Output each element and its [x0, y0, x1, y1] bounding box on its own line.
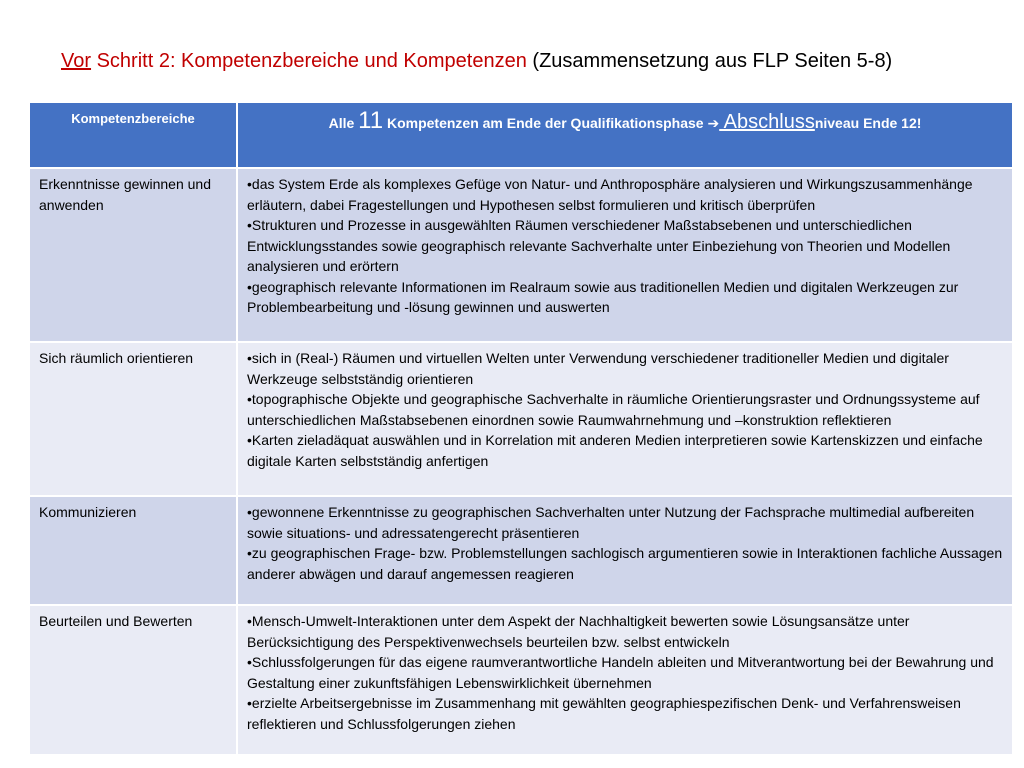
competence-list-cell: [237, 605, 1013, 755]
title-prefix-rest: Schritt 2: Kompetenzbereiche und Kompetenzen: [91, 50, 527, 72]
header-text-part3: niveau Ende 12!: [814, 115, 922, 131]
competence-item: •Mensch-Umwelt-Interaktionen unter dem Aspekt der Nachhaltigkeit bewerten sowie Lösungsansätze unter Berücksichtigung des Perspektivenwechsels beurteilen bzw. selbst entwickeln: [247, 613, 910, 650]
title-suffix: (Zusammensetzung aus FLP Seiten 5-8): [526, 50, 893, 72]
header-competences: [237, 102, 1013, 168]
header-highlight-word: Abschluss: [719, 111, 815, 133]
header-text-part2: Kompetenzen am Ende der Qualifikationsphase: [383, 115, 708, 131]
competence-item: •sich in (Real-) Räumen und virtuellen Welten unter Verwendung verschiedener traditioneller Medien und digitaler Werkzeuge selbstständig orientieren: [247, 350, 949, 387]
competence-list-cell: [237, 168, 1013, 342]
table-row: [29, 496, 1013, 605]
competence-item: •topographische Objekte und geographische Sachverhalte in räumliche Orientierungsraster und Ordnungssysteme auf unterschiedlichen Maßstabsebenen einordnen sowie Raumwahrnehmung und –konstruktion reflektieren: [247, 391, 980, 428]
header-competence-areas: Kompetenzbereiche: [29, 102, 237, 168]
competence-table: [28, 101, 1014, 756]
competence-item: •gewonnene Erkenntnisse zu geographischen Sachverhalten unter Nutzung der Fachsprache multimedial aufbereiten sowie situations- und adressatengerecht präsentieren: [247, 504, 975, 541]
competence-item: •erzielte Arbeitsergebnisse im Zusammenhang mit gewählten geographiespezifischen Denk- und Verfahrensweisen reflektieren und Schlussfolgerungen ziehen: [247, 695, 961, 732]
arrow-right-icon: ➔: [707, 115, 720, 131]
competence-list-cell: [237, 496, 1013, 605]
table-row: [29, 605, 1013, 755]
table-header-row: [29, 102, 1013, 168]
competence-item: •das System Erde als komplexes Gefüge von Natur- und Anthroposphäre analysieren und Wirkungszusammenhänge erläutern, dabei Fragestellungen und Hypothesen selbst formulieren und kritisch überprüfen: [247, 176, 973, 213]
competence-item: •Schlussfolgerungen für das eigene raumverantwortliche Handeln ableiten und Mitverantwortung bei der Bewahrung und Gestaltung einer zukunftsfähigen Lebenswirklichkeit übernehmen: [247, 654, 994, 691]
header-text-part1: Alle: [328, 115, 359, 131]
competence-list-cell: [237, 342, 1013, 496]
competence-item: •geographisch relevante Informationen im Realraum sowie aus traditionellen Medien und digitalen Werkzeugen zur Problembearbeitung und -lösung gewinnen und auswerten: [247, 278, 959, 315]
competence-area-cell: Beurteilen und Bewerten: [29, 605, 237, 755]
table-row: [29, 342, 1013, 496]
competence-item: •Strukturen und Prozesse in ausgewählten Räumen verschiedener Maßstabsebenen und unterschiedlichen Entwicklungsstandes sowie geographisch relevante Sachverhalte unter Einbeziehung von Theorien und Modellen analysieren und erörtern: [247, 217, 951, 274]
header-number: 11: [358, 107, 384, 134]
slide-title: [61, 48, 1011, 74]
table-row: [29, 168, 1013, 342]
competence-item: •zu geographischen Frage- bzw. Problemstellungen sachlogisch argumentieren sowie in Interaktionen fachliche Aussagen anderer abwägen und darauf angemessen reagieren: [247, 545, 1003, 582]
title-prefix-underlined: Vor: [61, 50, 92, 72]
competence-area-cell: Kommunizieren: [29, 496, 237, 605]
competence-area-cell: Sich räumlich orientieren: [29, 342, 237, 496]
competence-area-cell: Erkenntnisse gewinnen und anwenden: [29, 168, 237, 342]
competence-item: •Karten zieladäquat auswählen und in Korrelation mit anderen Medien interpretieren sowie Kartenskizzen und einfache digitale Karten selbstständig anfertigen: [247, 432, 983, 469]
